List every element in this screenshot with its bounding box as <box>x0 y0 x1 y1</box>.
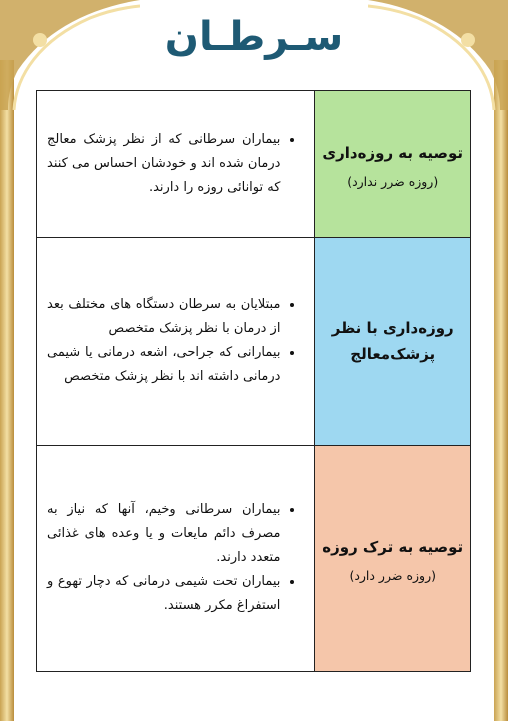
category-title: توصیه به روزه‌داری <box>322 143 464 162</box>
category-cell-stop-fasting <box>315 445 471 671</box>
ornamental-frame-right <box>494 60 508 721</box>
row-description <box>37 445 315 671</box>
list-item: • مبتلایان به سرطان دستگاه های مختلف بعد از درمان با نظر پزشک متخصص <box>47 293 280 341</box>
row-description <box>37 238 315 445</box>
page-title: سـرطـان <box>164 14 344 60</box>
ornamental-frame-left <box>0 60 14 721</box>
list-item: • بیماران سرطانی که از نظر پزشک معالج درمان شده اند و خودشان احساس می کنند که توانائی روزه را دارند. <box>47 128 280 200</box>
table-row <box>37 238 471 445</box>
category-title: توصیه به ترک روزه <box>322 537 464 556</box>
list-item: • بیماران تحت شیمی درمانی که دچار تهوع و استفراغ مکرر هستند. <box>47 570 280 618</box>
category-cell-recommend-fasting <box>315 91 471 238</box>
table-row <box>37 91 471 238</box>
table-row <box>37 445 471 671</box>
row-description <box>37 91 315 238</box>
list-item: • بیماران سرطانی وخیم، آنها که نیاز به مصرف دائم مایعات و یا وعده های غذائی متعدد دارند. <box>47 498 280 570</box>
category-title: روزه‌داری با نظر پزشک‌معالج <box>331 319 454 364</box>
category-cell-doctor-opinion <box>315 238 471 445</box>
category-note: (روزه ضرر ندارد) <box>347 173 439 189</box>
fasting-guidance-table <box>36 90 471 672</box>
category-note: (روزه ضرر دارد) <box>349 567 436 583</box>
list-item: • بیمارانی که جراحی، اشعه درمانی یا شیمی درمانی داشته اند با نظر پزشک متخصص <box>47 341 280 389</box>
